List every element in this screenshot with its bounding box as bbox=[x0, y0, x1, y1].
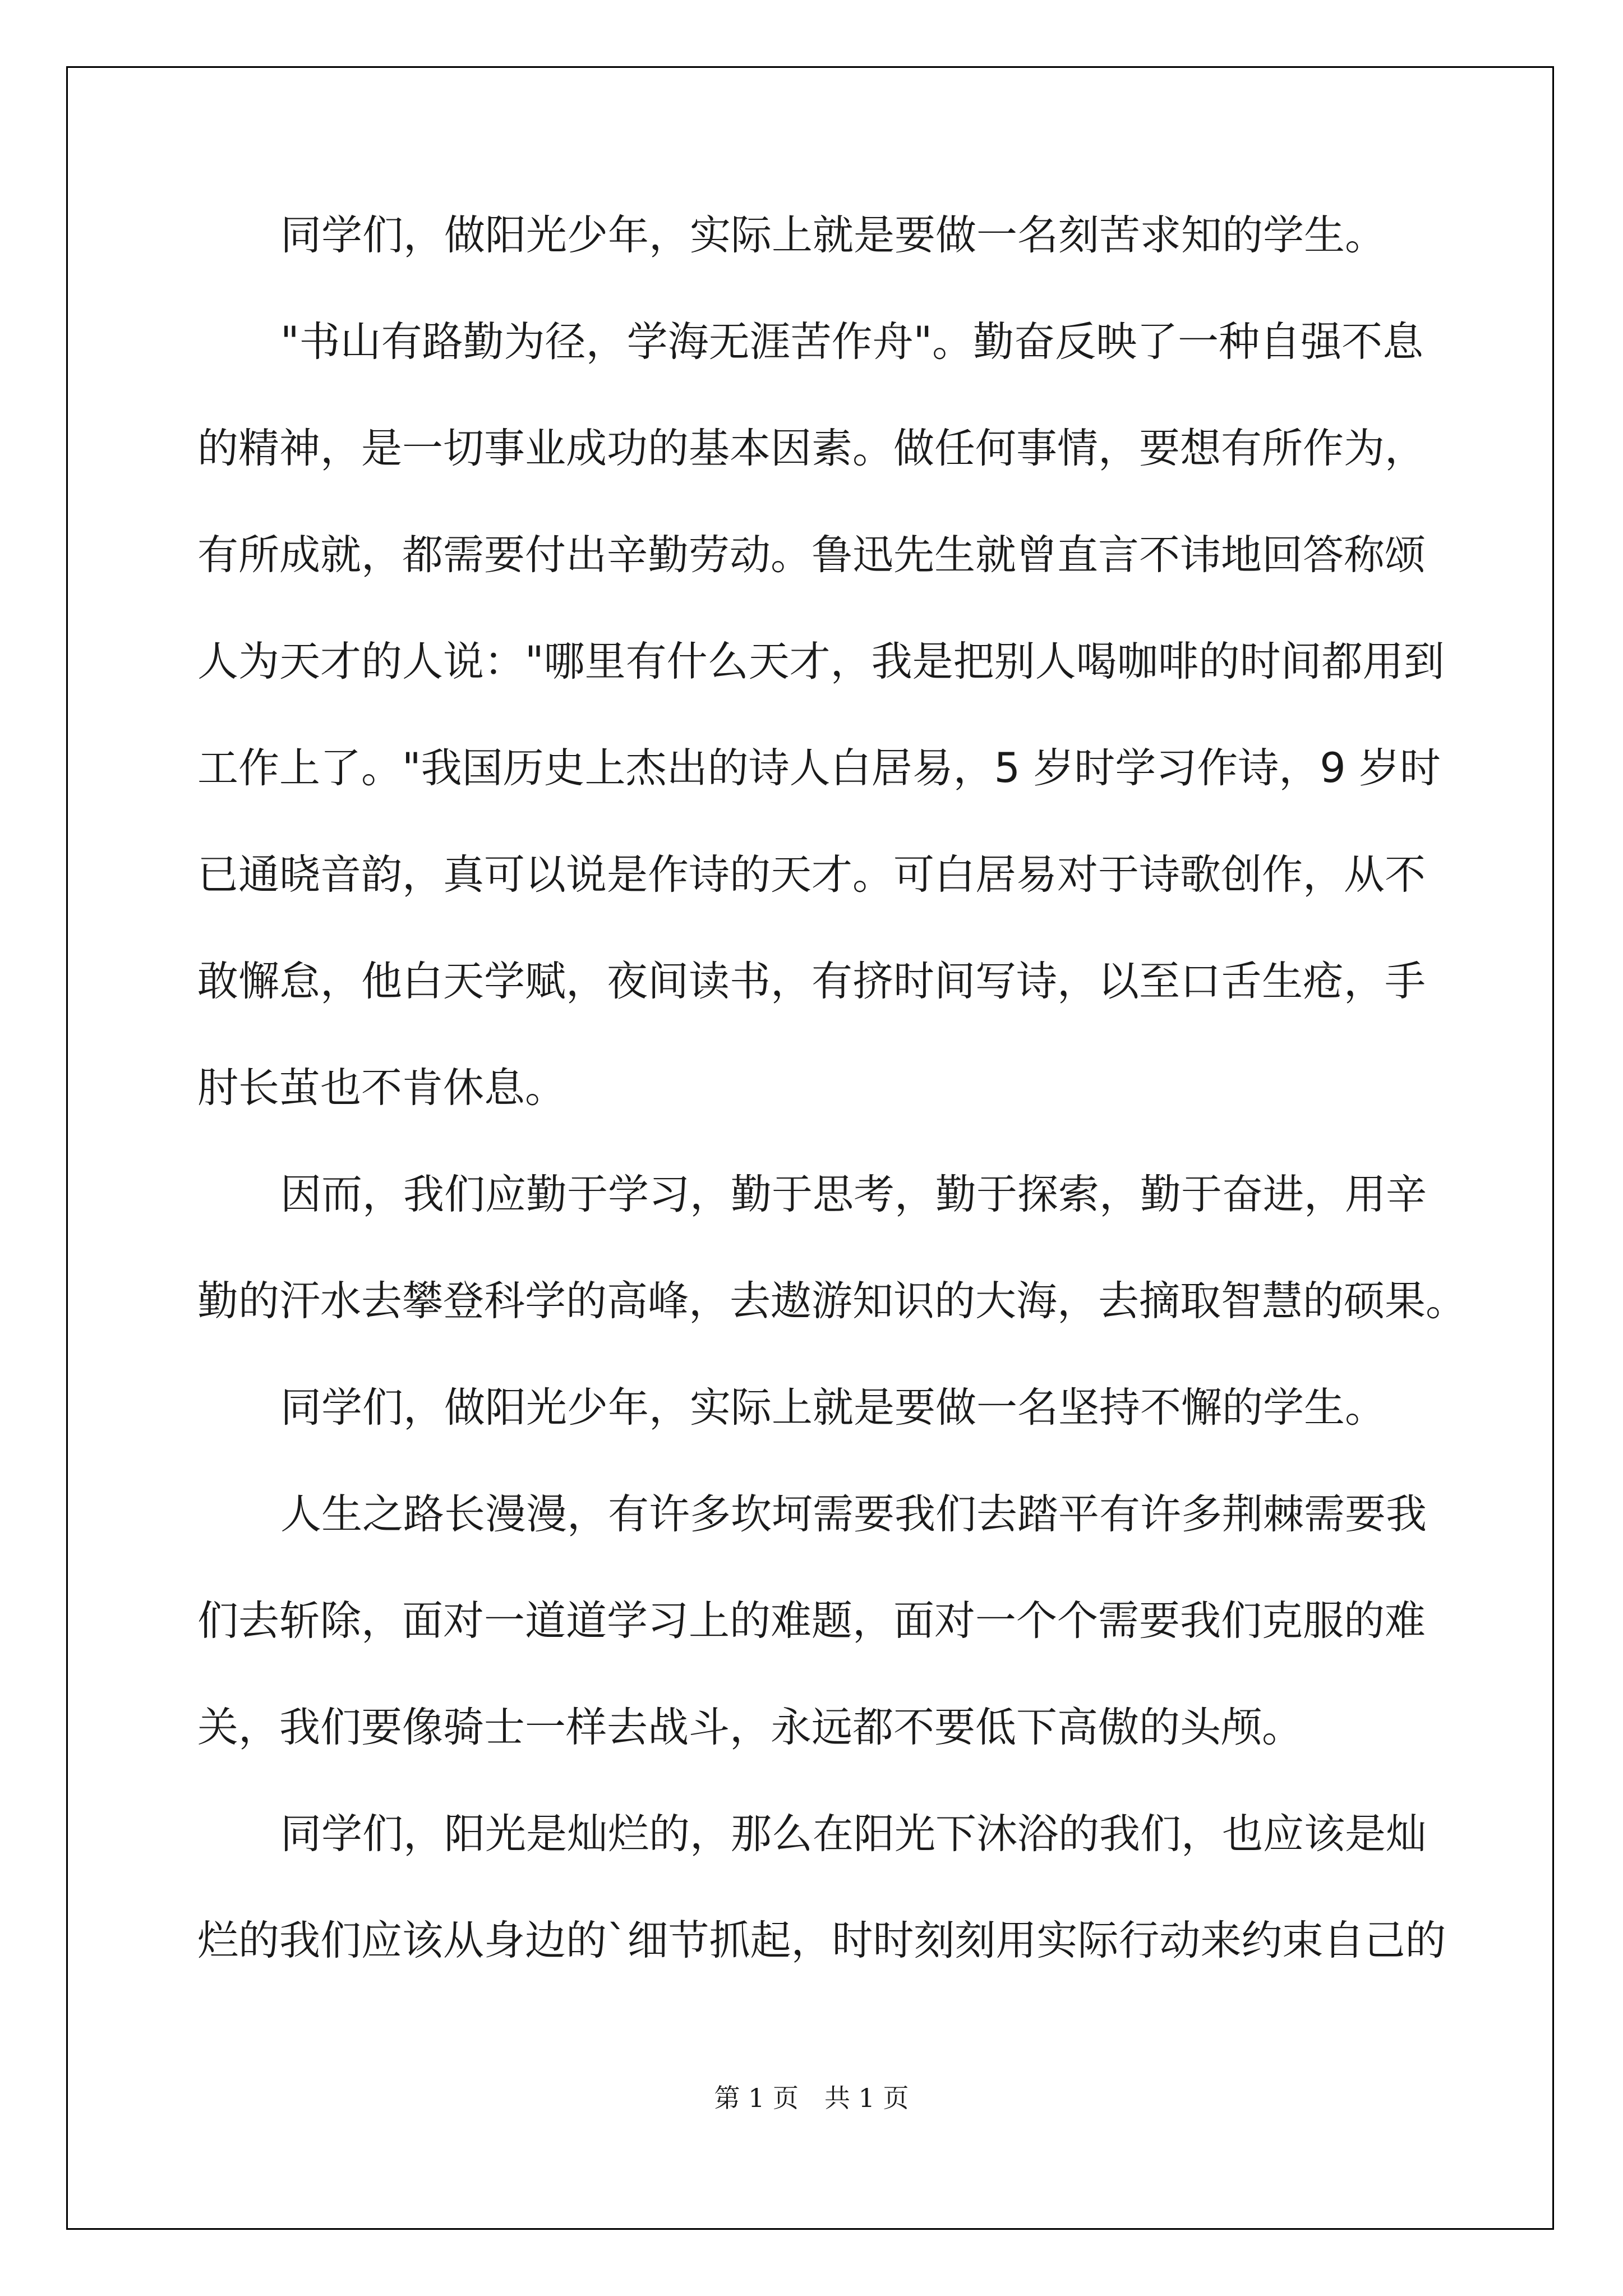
page-border bbox=[66, 66, 1554, 2230]
text-line: 勤的汗水去攀登科学的高峰，去遨游知识的大海，去摘取智慧的硕果。 bbox=[197, 1277, 1467, 1325]
page-number-footer: 第 1 页 共 1 页 bbox=[714, 2083, 909, 2113]
text-line: 烂的我们应该从身边的`细节抓起，时时刻刻用实际行动来约束自己的 bbox=[197, 1917, 1446, 1964]
text-line: 人生之路长漫漫，有许多坎坷需要我们去踏平有许多荆棘需要我 bbox=[280, 1490, 1427, 1538]
text-line: 同学们，阳光是灿烂的，那么在阳光下沐浴的我们，也应该是灿 bbox=[280, 1810, 1427, 1858]
text-line: 关，我们要像骑士一样去战斗，永远都不要低下高傲的头颅。 bbox=[197, 1704, 1303, 1751]
text-line: 同学们，做阳光少年，实际上就是要做一名坚持不懈的学生。 bbox=[280, 1384, 1386, 1432]
text-line: 肘长茧也不肯休息。 bbox=[197, 1064, 566, 1112]
text-line: 人为天才的人说："哪里有什么天才，我是把别人喝咖啡的时间都用到 bbox=[197, 638, 1445, 685]
text-line: 同学们，做阳光少年，实际上就是要做一名刻苦求知的学生。 bbox=[280, 211, 1386, 259]
text-line: 工作上了。"我国历史上杰出的诗人白居易，5 岁时学习作诗，9 岁时 bbox=[197, 744, 1441, 792]
text-line: "书山有路勤为径，学海无涯苦作舟"。勤奋反映了一种自强不息 bbox=[280, 318, 1424, 366]
text-line: 的精神，是一切事业成功的基本因素。做任何事情，要想有所作为， bbox=[197, 425, 1426, 472]
text-line: 们去斩除，面对一道道学习上的难题，面对一个个需要我们克服的难 bbox=[197, 1597, 1426, 1645]
text-line: 敢懈怠，他白天学赋，夜间读书，有挤时间写诗，以至口舌生疮，手 bbox=[197, 958, 1426, 1005]
text-line: 因而，我们应勤于学习，勤于思考，勤于探索，勤于奋进，用辛 bbox=[280, 1171, 1427, 1218]
text-line: 已通晓音韵，真可以说是作诗的天才。可白居易对于诗歌创作，从不 bbox=[197, 851, 1426, 899]
text-line: 有所成就，都需要付出辛勤劳动。鲁迅先生就曾直言不讳地回答称颂 bbox=[197, 531, 1426, 579]
